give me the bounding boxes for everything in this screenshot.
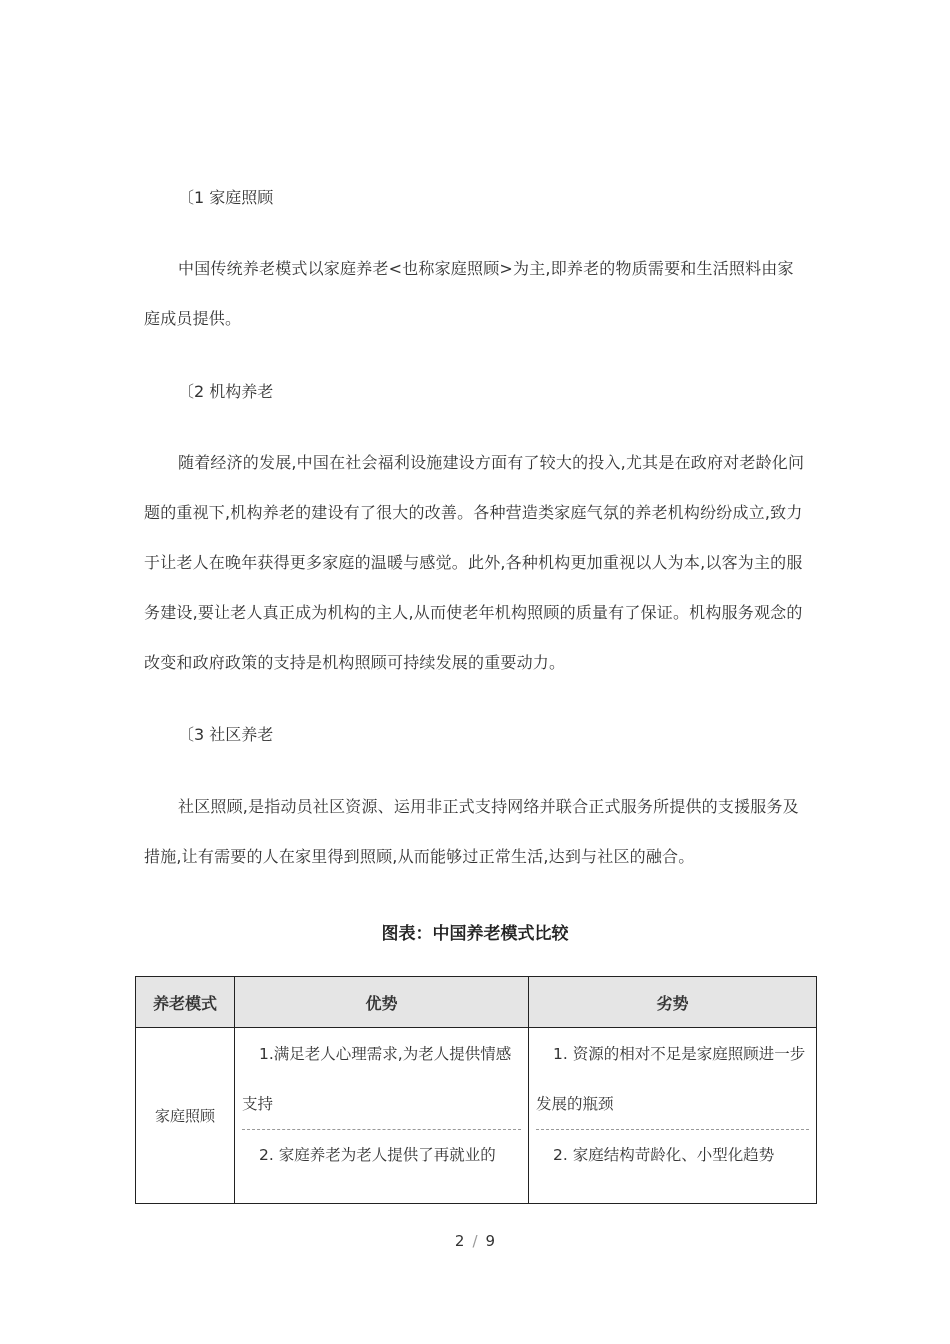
section-body-institutional-care: 随着经济的发展,中国在社会福利设施建设方面有了较大的投入,尤其是在政府对老龄化问题的重视下,机构养老的建设有了很大的改善。各种营造类家庭气氛的养老机构纷纷成立,致力于让老人在晚年获得更多家庭的温暖与感觉。此外,各种机构更加重视以人为本,以客为主的服务建设,要让老人真正成为机构的主人,从而使老年机构照顾的质量有了保证。机构服务观念的改变和政府政策的支持是机构照顾可持续发展的重要动力。 xyxy=(144,453,805,672)
advantages-cell xyxy=(235,1028,529,1204)
table-header-row xyxy=(136,977,817,1028)
column-header-advantages: 优势 xyxy=(235,977,529,1028)
current-page-number: 2 xyxy=(454,1232,465,1250)
section-heading-community-care: 〔3 社区养老 xyxy=(178,725,274,744)
disadvantages-cell xyxy=(529,1028,817,1204)
table-title: 图表：中国养老模式比较 xyxy=(381,924,569,944)
advantage-item: 2. 家庭养老为老人提供了再就业的 xyxy=(259,1146,496,1164)
page-number xyxy=(0,1232,950,1250)
page-separator: / xyxy=(472,1232,478,1250)
advantage-item: 1.满足老人心理需求,为老人提供情感支持 xyxy=(242,1028,521,1130)
column-header-disadvantages: 劣势 xyxy=(529,977,817,1028)
comparison-table xyxy=(135,976,817,1204)
disadvantage-item: 1. 资源的相对不足是家庭照顾进一步发展的瓶颈 xyxy=(536,1028,809,1130)
mode-cell: 家庭照顾 xyxy=(136,1028,235,1204)
section-heading-institutional-care: 〔2 机构养老 xyxy=(178,382,274,401)
section-heading-family-care: 〔1 家庭照顾 xyxy=(178,188,274,207)
table-row xyxy=(136,1028,817,1204)
disadvantage-item: 2. 家庭结构苛龄化、小型化趋势 xyxy=(553,1146,775,1164)
column-header-mode: 养老模式 xyxy=(136,977,235,1028)
section-body-family-care: 中国传统养老模式以家庭养老<也称家庭照顾>为主,即养老的物质需要和生活照料由家庭成员提供。 xyxy=(144,259,794,328)
total-pages-number: 9 xyxy=(485,1232,496,1250)
section-body-community-care: 社区照顾,是指动员社区资源、运用非正式支持网络并联合正式服务所提供的支援服务及措施,让有需要的人在家里得到照顾,从而能够过正常生活,达到与社区的融合。 xyxy=(144,797,799,866)
